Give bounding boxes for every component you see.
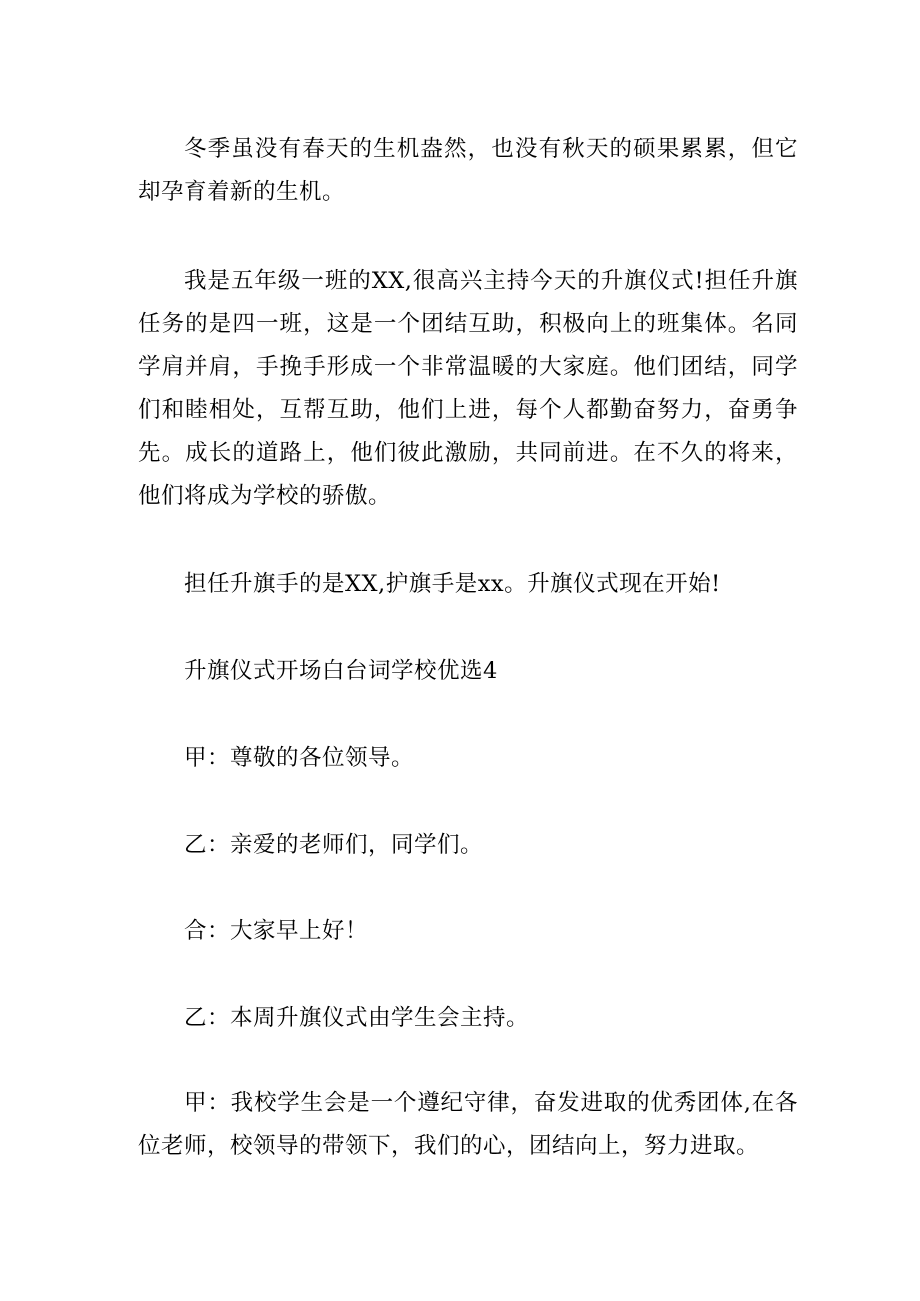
- dialogue-line-yi-2: 乙：本周升旗仪式由学生会主持。: [184, 1005, 530, 1031]
- dialogue-line-yi-1: 乙：亲爱的老师们，同学们。: [184, 832, 484, 858]
- dialogue-line-jia-2: 甲：我校学生会是一个遵纪守律，奋发进取的优秀团体,在各位老师，校领导的带领下，我们的心，团结向上，努力进取。: [138, 1090, 798, 1159]
- paragraph-host-intro: 我是五年级一班的XX,很高兴主持今天的升旗仪式!担任升旗任务的是四一班，这是一个团结互助，积极向上的班集体。名同学肩并肩，手挽手形成一个非常温暖的大家庭。他们团结，同学们和睦相处，互帮互助，他们上进，每个人都勤奋努力，奋勇争先。成长的道路上，他们彼此激励，共同前进。在不久的将来，他们将成为学校的骄傲。: [138, 268, 798, 509]
- dialogue-line-jia-1: 甲：尊敬的各位领导。: [184, 745, 415, 771]
- dialogue-line-he: 合：大家早上好！: [184, 918, 369, 944]
- paragraph-winter: 冬季虽没有春天的生机盎然，也没有秋天的硕果累累，但它却孕育着新的生机。: [138, 136, 798, 205]
- paragraph-flag-bearers: 担任升旗手的是XX,护旗手是xx。升旗仪式现在开始!: [184, 571, 721, 597]
- section-heading: 升旗仪式开场白台词学校优选4: [184, 658, 498, 684]
